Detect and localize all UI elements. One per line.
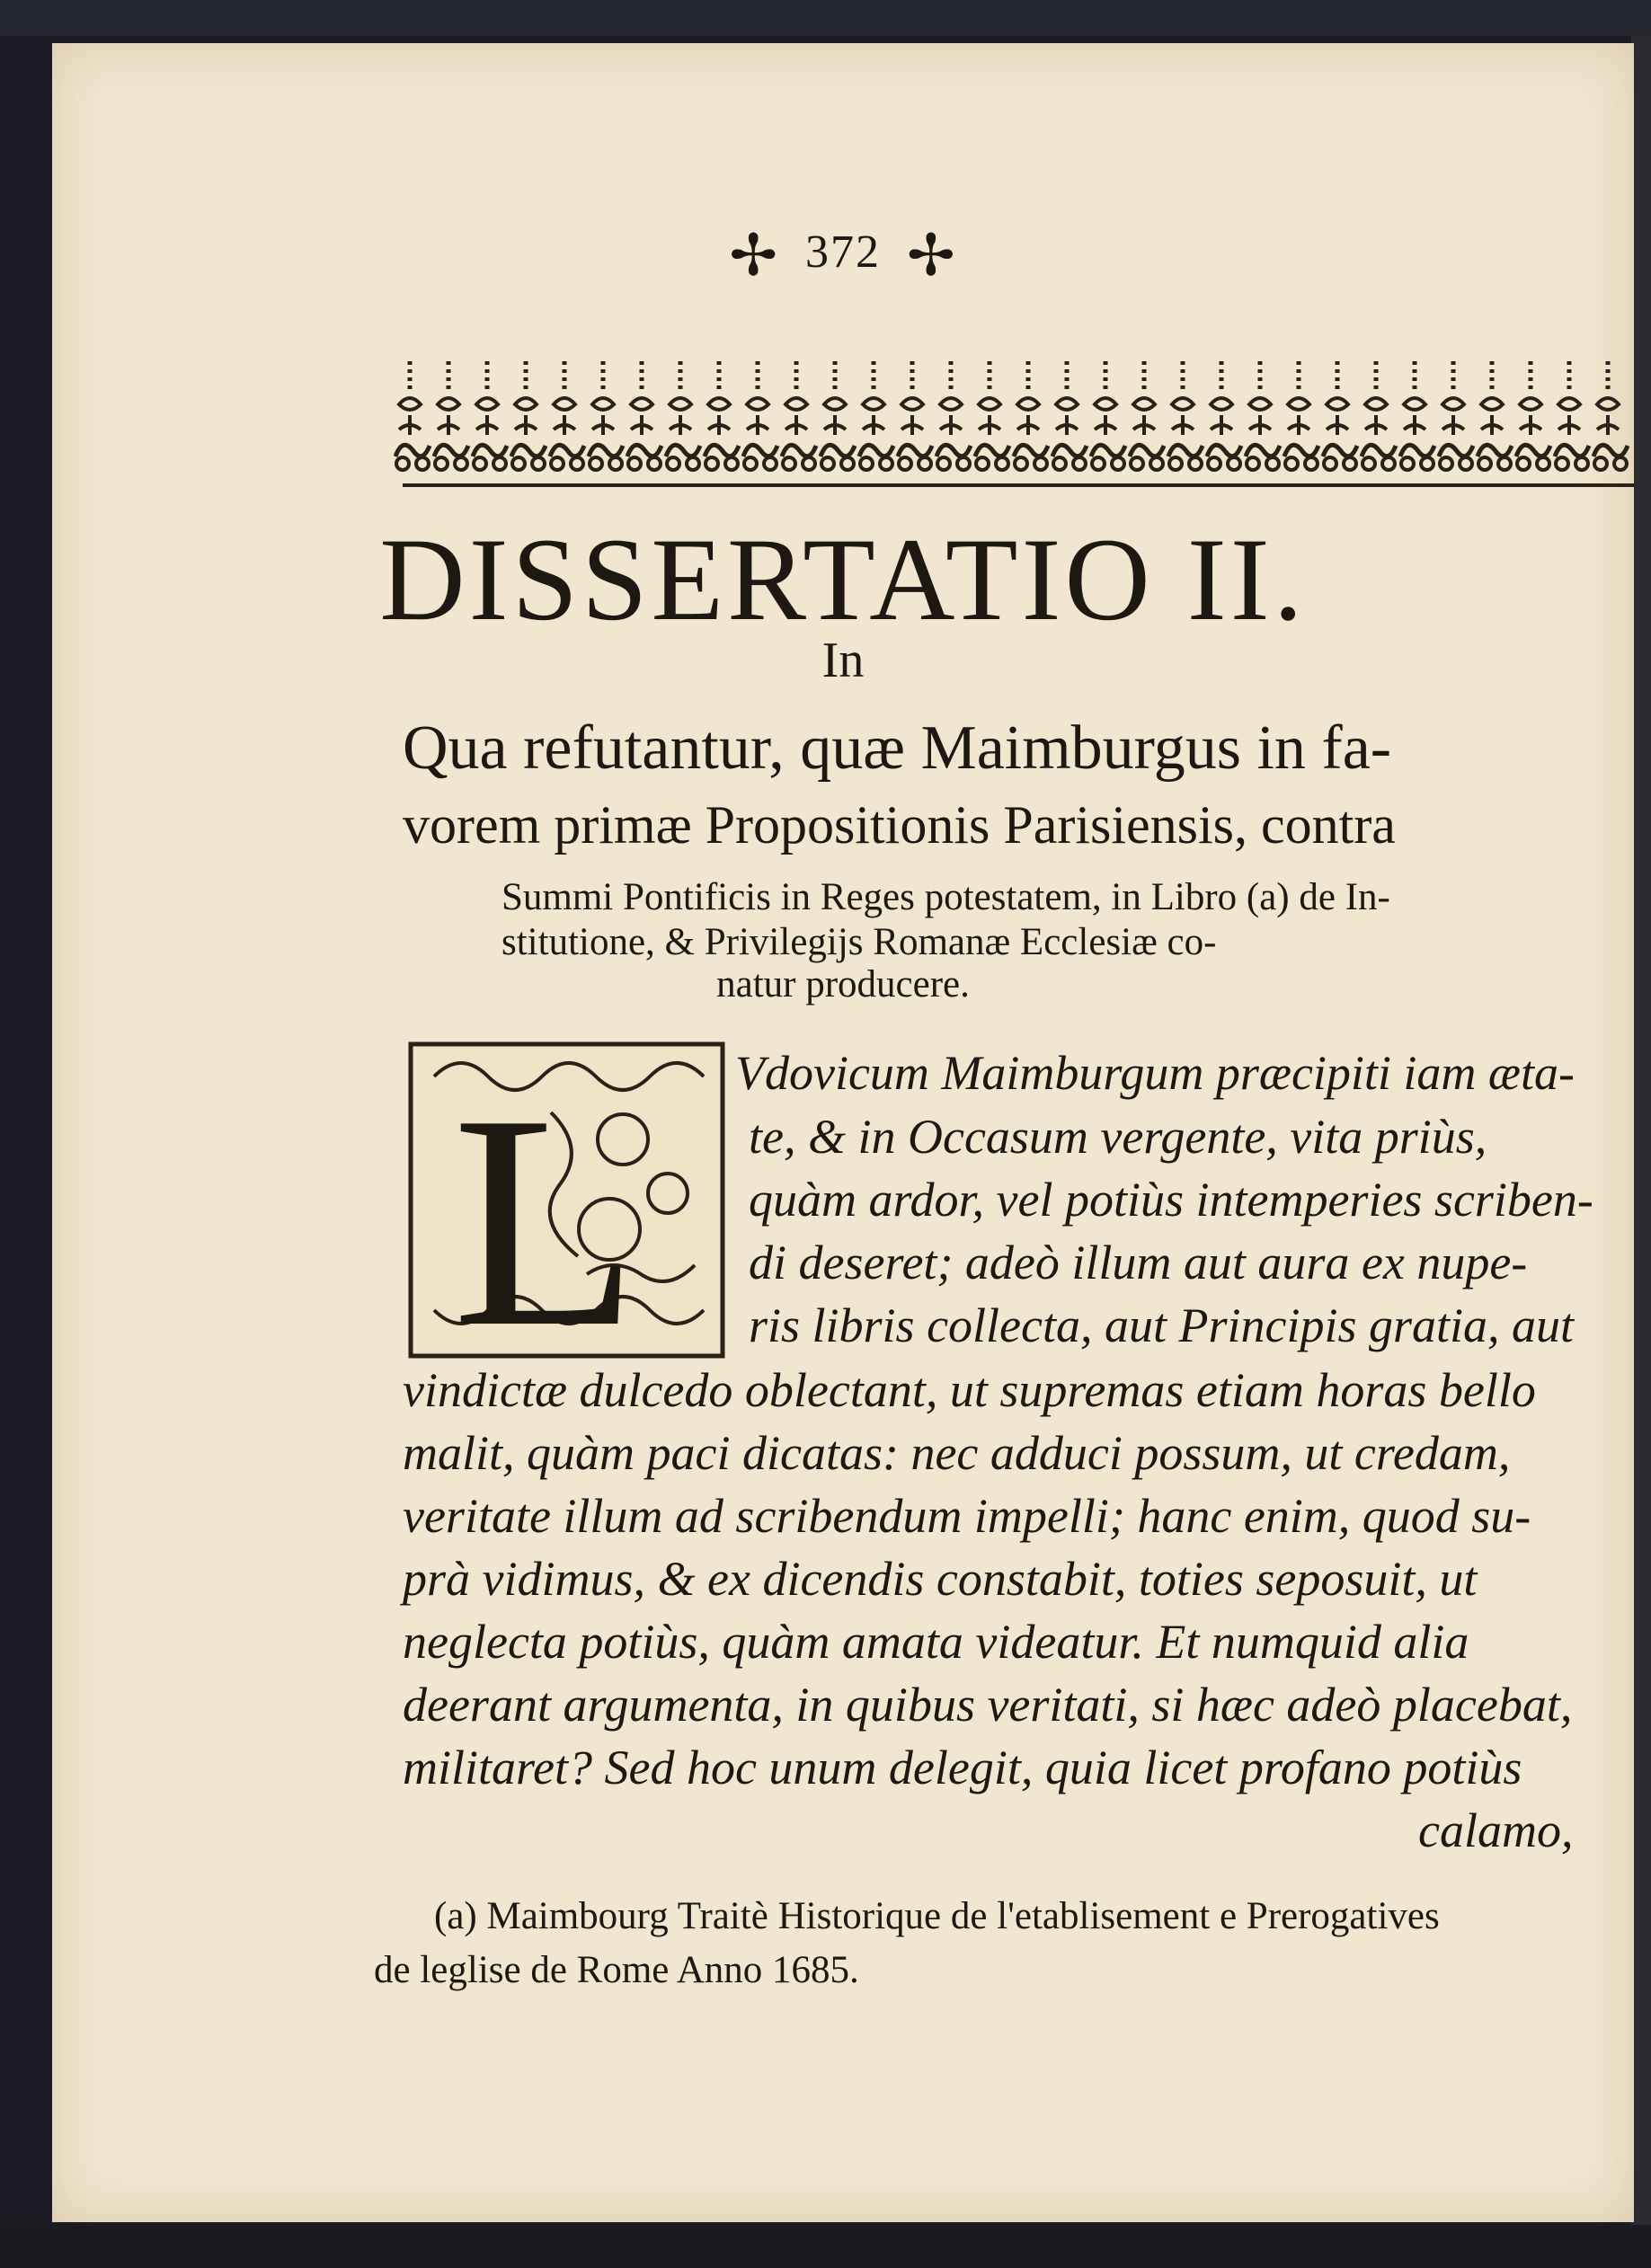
header-rule bbox=[403, 483, 1634, 487]
body-line-3: quàm ardor, vel potiùs intemperies scriben- bbox=[749, 1173, 1593, 1227]
body-line-2: te, & in Occasum vergente, vita priùs, bbox=[749, 1110, 1487, 1164]
body-line-12: militaret? Sed hoc unum delegit, quia licet profano potiùs bbox=[403, 1741, 1522, 1794]
subtitle-line-1: Qua refutantur, quæ Maimburgus in fa- bbox=[403, 713, 1392, 783]
body-line-4: di deseret; adeò illum aut aura ex nupe- bbox=[749, 1236, 1528, 1289]
body-line-10: neglecta potiùs, quàm amata videatur. Et numquid alia bbox=[403, 1615, 1469, 1669]
subtitle-line-3: Summi Pontificis in Reges potestatem, in Libro (a) de In- bbox=[502, 876, 1390, 918]
footnote-line-1: (a) Maimbourg Traitè Historique de l'etablisement e Prerogatives bbox=[434, 1895, 1440, 1937]
book-page bbox=[52, 43, 1634, 2222]
body-line-9: prà vidimus, & ex dicendis constabit, toties seposuit, ut bbox=[403, 1552, 1478, 1606]
scan-background-right bbox=[1631, 36, 1651, 2268]
body-line-7: malit, quàm paci dicatas: nec adduci possum, ut credam, bbox=[403, 1426, 1511, 1480]
body-line-1: Vdovicum Maimburgum præcipiti iam ætа- bbox=[735, 1046, 1575, 1100]
body-line-5: ris libris collecta, aut Principis gratia, aut bbox=[749, 1298, 1574, 1352]
scan-background-bottom bbox=[0, 2225, 1651, 2268]
subtitle-in: In bbox=[821, 633, 865, 688]
cross-ornament-right-icon: ✢ bbox=[907, 224, 957, 288]
body-line-13: calamo, bbox=[1418, 1803, 1574, 1857]
scan-background-top bbox=[0, 0, 1651, 36]
page-header bbox=[52, 223, 1634, 289]
subtitle-line-5: natur producere. bbox=[716, 963, 970, 1006]
body-line-11: deerant argumenta, in quibus veritati, si hæc adeò placebat, bbox=[403, 1678, 1573, 1732]
decorative-border-ornament bbox=[394, 358, 1634, 483]
subtitle-line-4: stitutione, & Privilegijs Romanæ Ecclesiæ co- bbox=[502, 921, 1217, 963]
subtitle-line-2: vorem primæ Propositionis Parisiensis, contra bbox=[403, 795, 1396, 855]
decorated-initial-letter bbox=[407, 1041, 726, 1360]
body-line-6: vindictæ dulcedo oblectant, ut supremas etiam horas bello bbox=[403, 1363, 1536, 1417]
page-title: DISSERTATIO II. bbox=[379, 513, 1307, 645]
body-line-8: veritate illum ad scribendum impelli; hanc enim, quod su- bbox=[403, 1489, 1531, 1543]
page-number: 372 bbox=[805, 226, 881, 278]
cross-ornament-left-icon: ✢ bbox=[729, 224, 779, 288]
footnote-line-2: de leglise de Rome Anno 1685. bbox=[374, 1949, 859, 1991]
initial-letter-glyph: L bbox=[452, 1051, 639, 1360]
